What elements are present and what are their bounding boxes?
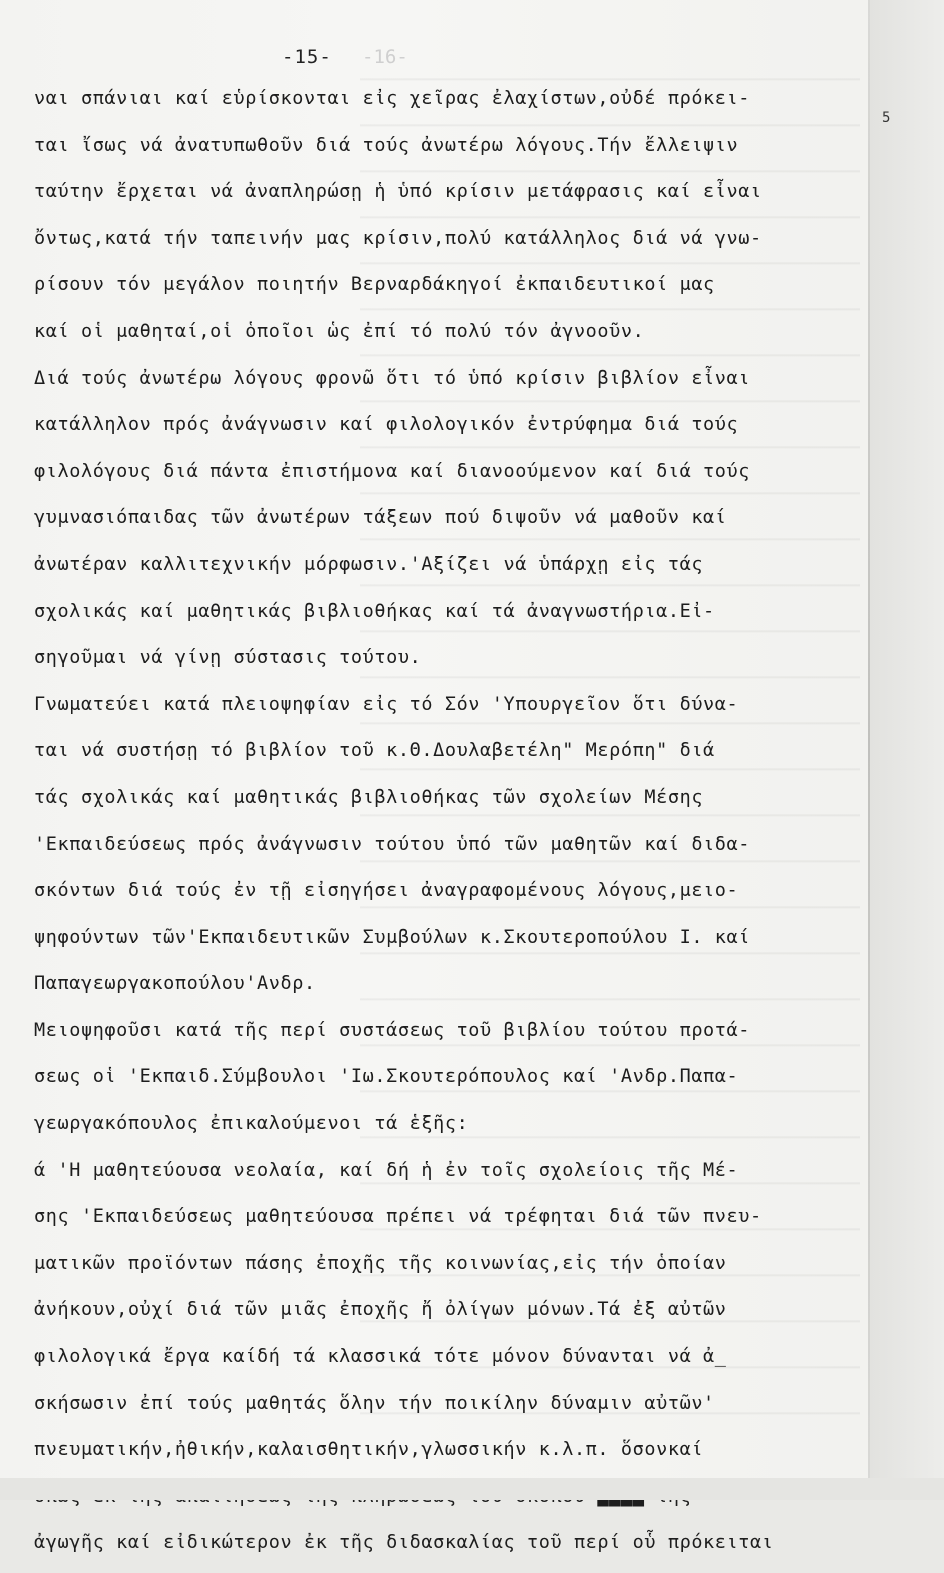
text-line: καί οἱ μαθηταί,οἱ ὁποῖοι ὡς ἐπί τό πολύ τόν ἀγνοοῦν. xyxy=(34,320,645,342)
text-line: ματικῶν προϊόντων πάσης ἐποχῆς τῆς κοινωνίας,εἰς τήν ὁποίαν xyxy=(34,1252,727,1274)
text-line: ναι σπάνιαι καί εὑρίσκονται εἰς χεῖρας ἐλαχίστων,οὐδέ πρόκει- xyxy=(34,88,751,109)
text-line: ψηφούντων τῶν'Εκπαιδευτικῶν Συμβούλων κ.Σκουτεροπούλου Ι. καί xyxy=(34,926,751,948)
text-line: πνευματικήν,ἠθικήν,καλαισθητικήν,γλωσσικήν κ.λ.π. ὅσονκαί xyxy=(34,1439,704,1461)
text-line: φιλολόγους διά πάντα ἐπιστήμονα καί διανοούμενον καί διά τούς xyxy=(34,460,751,482)
adjacent-page-margin xyxy=(870,0,944,1500)
margin-mark: 5 xyxy=(882,110,891,126)
text-line: Μειοψηφοῦσι κατά τῆς περί συστάσεως τοῦ βιβλίου τούτου προτά- xyxy=(34,1019,751,1041)
text-line: ἀγωγῆς καί εἰδικώτερον ἐκ τῆς διδασκαλίας τοῦ περί οὗ πρόκειται xyxy=(34,1532,774,1554)
text-line: σεως οἱ 'Εκπαιδ.Σύμβουλοι 'Ιω.Σκουτερόπουλος καί 'Ανδρ.Παπα- xyxy=(34,1066,739,1088)
text-line: ται νά συστήσῃ τό βιβλίον τοῦ κ.Θ.Δουλαβετέλη" Μερόπη" διά xyxy=(34,740,715,762)
text-line: γεωργακόπουλος ἐπικαλούμενοι τά ἑξῆς: xyxy=(34,1113,469,1135)
bottom-strip xyxy=(0,1478,944,1500)
text-line: σχολικάς καί μαθητικάς βιβλιοθήκας καί τά ἀναγνωστήρια.Εἰ- xyxy=(34,600,715,622)
text-line: ται ἴσως νά ἀνατυπωθοῦν διά τούς ἀνωτέρω λόγους.Τήν ἔλλειψιν xyxy=(34,134,739,156)
text-line: σης 'Εκπαιδεύσεως μαθητεύουσα πρέπει νά τρέφηται διά τῶν πνευ- xyxy=(34,1206,762,1228)
text-line: Διά τούς ἀνωτέρω λόγους φρονῶ ὅτι τό ὑπό κρίσιν βιβλίον εἶναι xyxy=(34,367,751,389)
text-line: σηγοῦμαι νά γίνῃ σύστασις τούτου. xyxy=(34,647,422,669)
ghost-page-number: -16- xyxy=(362,46,408,68)
text-line: Γνωματεύει κατά πλειοψηφίαν εἰς τό Σόν 'Υπουργεῖον ὅτι δύνα- xyxy=(34,693,739,715)
text-line: κατάλληλον πρός ἀνάγνωσιν καί φιλολογικόν ἐντρύφημα διά τούς xyxy=(34,414,739,436)
text-line: σκόντων διά τούς ἐν τῇ εἰσηγήσει ἀναγραφομένους λόγους,μειο- xyxy=(34,880,739,902)
text-line: ἀνωτέραν καλλιτεχνικήν μόρφωσιν.'Αξίζει νά ὑπάρχῃ εἰς τάς xyxy=(34,553,704,575)
text-line: Παπαγεωργακοπούλου'Ανδρ. xyxy=(34,973,316,995)
typed-text-body xyxy=(34,82,864,1573)
text-line: τάς σχολικάς καί μαθητικάς βιβλιοθήκας τῶν σχολείων Μέσης xyxy=(34,786,704,808)
text-line: ά 'Η μαθητεύουσα νεολαία, καί δή ἡ ἐν τοῖς σχολείοις τῆς Μέ- xyxy=(34,1159,739,1181)
text-line: ἀνήκουν,οὐχί διά τῶν μιᾶς ἐποχῆς ἤ ὀλίγων μόνων.Τά ἐξ αὐτῶν xyxy=(34,1299,727,1321)
text-line: σκήσωσιν ἐπί τούς μαθητάς ὅλην τήν ποικίλην δύναμιν αὐτῶν' xyxy=(34,1392,715,1414)
text-line: φιλολογικά ἔργα καίδή τά κλασσικά τότε μόνον δύνανται νά ἀ_ xyxy=(34,1346,727,1368)
text-line: γυμνασιόπαιδας τῶν ἀνωτέρων τάξεων πού διψοῦν νά μαθοῦν καί xyxy=(34,507,727,529)
text-line: ὄντως,κατά τήν ταπεινήν μας κρίσιν,πολύ κατάλληλος διά νά γνω- xyxy=(34,227,762,249)
page-number: -15- xyxy=(282,46,332,68)
text-line: 'Εκπαιδεύσεως πρός ἀνάγνωσιν τούτου ὑπό τῶν μαθητῶν καί διδα- xyxy=(34,833,751,855)
text-line: ταύτην ἔρχεται νά ἀναπληρώσῃ ἡ ὑπό κρίσιν μετάφρασις καί εἶναι xyxy=(34,181,762,203)
text-line: ρίσουν τόν μεγάλον ποιητήν Βερναρδάκηγοί ἐκπαιδευτικοί μας xyxy=(34,274,715,296)
